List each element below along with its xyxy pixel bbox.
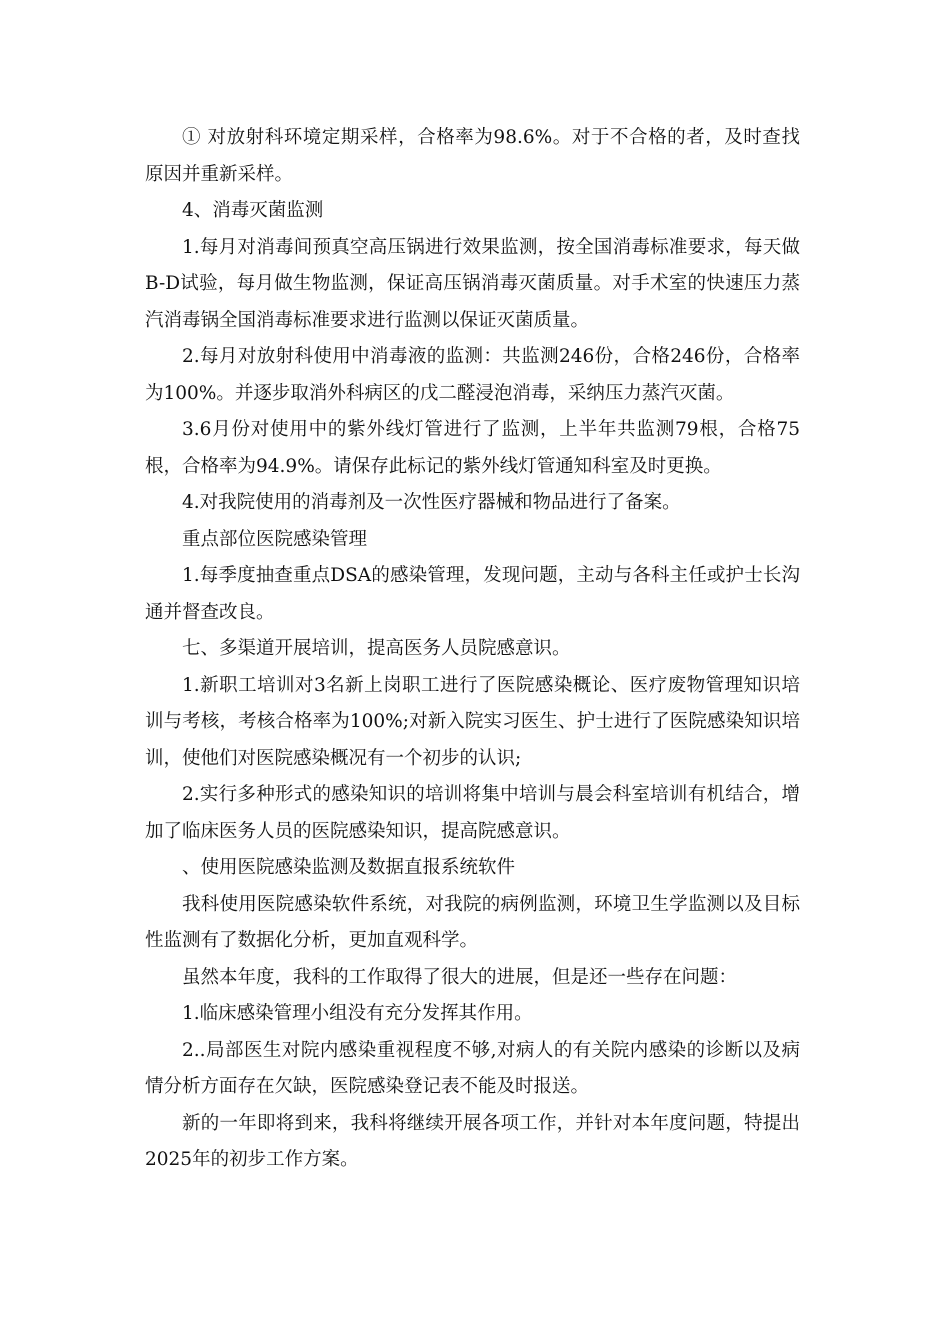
heading-software: 、使用医院感染监测及数据直报系统软件 — [182, 857, 516, 878]
paragraph-disinfectant-monitoring: 2.每月对放射科使用中消毒液的监测：共监测246份，合格246份，合格率为100%。并逐步取消外科病区的戊二醛浸泡消毒，采纳压力蒸汽灭菌。 — [145, 346, 800, 404]
paragraph-uv-lamp-monitoring: 3.6月份对使用中的紫外线灯管进行了监测，上半年共监测79根，合格75根，合格率为94.9%。请保存此标记的紫外线灯管通知科室及时更换。 — [145, 419, 800, 477]
paragraph-software-use: 我科使用医院感染软件系统，对我院的病例监测，环境卫生学监测以及目标性监测有了数据化分析，更加直观科学。 — [145, 893, 800, 951]
paragraph-dsa-inspection: 1.每季度抽查重点DSA的感染管理，发现问题，主动与各科主任或护士长沟通并督查改良。 — [145, 565, 800, 623]
paragraph-next-year-plan: 新的一年即将到来，我科将继续开展各项工作，并针对本年度问题，特提出2025年的初步工作方案。 — [145, 1112, 800, 1170]
paragraph-training-forms: 2.实行多种形式的感染知识的培训将集中培训与晨会科室培训有机结合，增加了临床医务人员的医院感染知识，提高院感意识。 — [145, 784, 800, 842]
paragraph-problem-1: 1.临床感染管理小组没有充分发挥其作用。 — [182, 1003, 533, 1024]
paragraph-problems-intro: 虽然本年度，我科的工作取得了很大的进展，但是还一些存在问题： — [182, 966, 738, 988]
paragraph-autoclave-monitoring: 1.每月对消毒间预真空高压锅进行效果监测，按全国消毒标准要求，每天做B-D试验，每月做生物监测，保证高压锅消毒灭菌质量。对手术室的快速压力蒸汽消毒锅全国消毒标准要求进行监测以保证灭菌质量。 — [145, 236, 800, 331]
heading-disinfection-monitoring: 4、消毒灭菌监测 — [182, 200, 324, 221]
paragraph-new-staff-training: 1.新职工培训对3名新上岗职工进行了医院感染概论、医疗废物管理知识培训与考核，考核合格率为100%;对新入院实习医生、护士进行了医院感染知识培训，使他们对医院感染概况有一个初步的认识; — [145, 674, 800, 769]
paragraph-records: 4.对我院使用的消毒剂及一次性医疗器械和物品进行了备案。 — [182, 492, 681, 513]
paragraph-sampling-rate: ① 对放射科环境定期采样，合格率为98.6%。对于不合格的者，及时查找原因并重新采样。 — [145, 127, 800, 185]
paragraph-problem-2: 2..局部医生对院内感染重视程度不够,对病人的有关院内感染的诊断以及病情分析方面存在欠缺，医院感染登记表不能及时报送。 — [145, 1039, 800, 1097]
heading-key-areas: 重点部位医院感染管理 — [182, 528, 368, 550]
heading-training: 七、多渠道开展培训，提高医务人员院感意识。 — [182, 638, 571, 659]
